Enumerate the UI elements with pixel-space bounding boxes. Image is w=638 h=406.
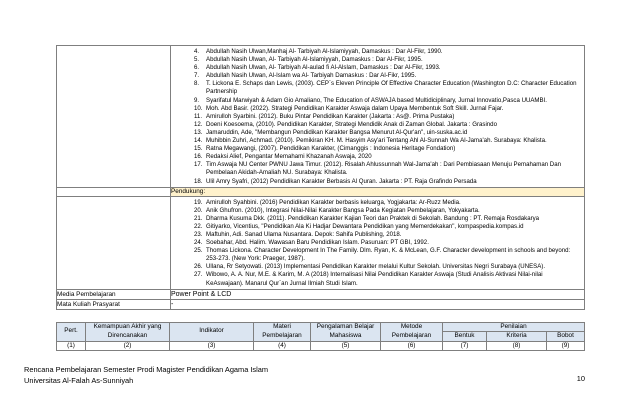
reference-item bbox=[194, 72, 580, 80]
header-bobot: Bobot bbox=[547, 332, 585, 342]
reference-item bbox=[194, 263, 580, 271]
references-table bbox=[56, 45, 585, 310]
reference-number: 26. bbox=[194, 263, 203, 271]
col-number: (2) bbox=[86, 341, 170, 351]
rps-sheet bbox=[56, 45, 584, 351]
header-kriteria: Kriteria bbox=[487, 332, 547, 342]
reference-item bbox=[194, 105, 580, 113]
header-pengalaman: Pengalaman Belajar Mahasiswa bbox=[311, 322, 381, 341]
reference-number: 9. bbox=[194, 96, 200, 104]
primary-refs-label-cell bbox=[57, 46, 171, 188]
col-number: (5) bbox=[311, 341, 381, 351]
reference-item bbox=[194, 80, 580, 96]
reference-item bbox=[194, 247, 580, 263]
col-number: (4) bbox=[254, 341, 311, 351]
media-label: Media Pembelajaran bbox=[57, 289, 171, 299]
footer-line-2: Universitas Al-Falah As-Sunniyah bbox=[24, 376, 134, 385]
reference-number: 8. bbox=[194, 80, 200, 88]
reference-text: Soebahar, Abd. Halim. Wawasan Baru Pendidikan Islam. Pasuruan: PT GBI, 1992. bbox=[206, 239, 429, 247]
reference-number: 25. bbox=[194, 247, 203, 255]
reference-item bbox=[194, 271, 580, 287]
col-number: (1) bbox=[57, 341, 86, 351]
reference-text: Ulil Amry Syafri, (2012) Pendidikan Karakter Berbasis Al Quran. Jakarta : PT. Raja Grafindo Persada bbox=[206, 177, 477, 185]
header-kemampuan: Kemampuan Akhir yang Direncanakan bbox=[86, 322, 170, 341]
prasyarat-row bbox=[57, 299, 585, 309]
reference-text: Gitiyarko, Vicentius, "Pendidikan Ala Ki Hadjar Dewantara Pendidikan yang Memerdekakan", kompaspedia.kompas.id bbox=[206, 222, 524, 230]
reference-number: 4. bbox=[194, 48, 200, 55]
reference-item bbox=[194, 199, 580, 207]
reference-text: Amirulloh Syahbini. (2016) Pendidikan Karakter berbasis keluarga, Yogjakarta: Ar-Ruzz Media. bbox=[206, 198, 461, 206]
reference-item bbox=[194, 56, 580, 64]
reference-item bbox=[194, 153, 580, 161]
reference-text: Syarifatul Marwiyah & Adam Gio Amaliano, The Education of ASWAJA based Multidiciplinary, Jurnal Innovatio,Pasca UUAMBI. bbox=[206, 96, 547, 104]
reference-text: Muhibbin Zuhri, Achmad. (2010). Pemikiran KH. M. Hasyim Asy'ari Tentang Ahl Al-Sunnah Wa Al-Jama'ah. Surabaya: Khalista. bbox=[206, 137, 547, 145]
reference-number: 18. bbox=[194, 177, 203, 185]
reference-text: Jamaruddin, Ade, "Membangun Pendidikan Karakter Bangsa Menurut Al-Qur'an", uin-suska.ac.id bbox=[206, 128, 468, 136]
reference-text: Moh. Abd Basir. (2022). Strategi Pendidikan Karakter Aswaja dalam Upaya Membentuk Soft Skill. Jurnal Fajar. bbox=[206, 104, 504, 112]
reference-text: Redaksi Alief, Pengantar Memahami Khazanah Aswaja, 2020 bbox=[206, 153, 372, 161]
reference-item bbox=[194, 215, 580, 223]
reference-number: 10. bbox=[194, 104, 203, 112]
page-number: 10 bbox=[576, 374, 585, 383]
support-refs-label-cell bbox=[57, 196, 171, 289]
prasyarat-value: - bbox=[171, 299, 585, 309]
reference-text: Abdullah Nasih Ulwan, Al- Tarbiyah Al-Islamiyyah, Damaskus : Dar Al-Fikr, 1995. bbox=[206, 56, 423, 64]
reference-number: 23. bbox=[194, 230, 203, 238]
reference-number: 13. bbox=[194, 128, 203, 136]
reference-number: 22. bbox=[194, 222, 203, 230]
reference-text: Amirulloh Syarbini. (2012). Buku Pintar Pendidikan Karakter (Jakarta : As@. Prima Pustaka) bbox=[206, 112, 455, 120]
col-number: (6) bbox=[381, 341, 443, 351]
pendukung-header-row bbox=[57, 187, 585, 196]
col-number: (7) bbox=[443, 341, 487, 351]
header-bentuk: Bentuk bbox=[443, 332, 487, 342]
reference-number: 15. bbox=[194, 145, 203, 153]
reference-text: T. Lickona E. Schaps dan Lewis, (2003). CEP`s Eleven Principle Of Effective Character Education (Washington D.C: Character Education Partnership bbox=[206, 80, 577, 96]
col-number: (8) bbox=[487, 341, 547, 351]
reference-item bbox=[194, 231, 580, 239]
schedule-number-row bbox=[57, 341, 585, 351]
support-refs-row bbox=[57, 196, 585, 289]
reference-number: 14. bbox=[194, 137, 203, 145]
primary-refs-cell bbox=[171, 46, 585, 188]
primary-refs-list bbox=[171, 46, 584, 187]
reference-item bbox=[194, 64, 580, 72]
reference-number: 19. bbox=[194, 198, 203, 206]
reference-text: Wibowo, A. A. Nur, M.E. & Karim, M. A (2018) Internalisasi Nilai Pendidikan Karakter Aswaja (Studi Analisis Aktivasi Nilai-nilai KeAswajaan). Manarul Qur`an Jurnal Ilmiah Studi Islam. bbox=[206, 271, 543, 287]
primary-refs-row bbox=[57, 46, 585, 188]
reference-number: 5. bbox=[194, 56, 200, 64]
reference-text: Abdullah Nasih Ulwan, Al-Islam wa Al- Tarbiyah Damaskus : Dar Al-Fikr, 1995. bbox=[206, 72, 417, 80]
media-value: Power Point & LCD bbox=[171, 289, 585, 299]
reference-text: Abdullah Nasih Ulwan,Manhaj Al- Tarbiyah Al-Islamiyyah, Damaskus : Dar Al-Fikr, 1990. bbox=[206, 48, 443, 55]
pendukung-heading: Pendukung: bbox=[171, 187, 585, 196]
header-indikator: Indikator bbox=[170, 322, 254, 341]
support-refs-list bbox=[171, 197, 584, 289]
col-number: (3) bbox=[170, 341, 254, 351]
reference-text: Ratna Megawangi, (2007). Pendidikan Karakter, (Cimanggis : Indonesia Heritage Fondation) bbox=[206, 145, 456, 153]
reference-item bbox=[194, 223, 580, 231]
schedule-header-row-1 bbox=[57, 322, 585, 332]
reference-item bbox=[194, 129, 580, 137]
reference-text: Ullana, Rr Setyowati. (2013) Implementasi Pendidikan Karakter melalui Kultur Sekolah. Universitas Negri Surabaya (UNESA). bbox=[206, 263, 546, 271]
reference-text: Thomas Lickona. Character Development In The Family. Dlm. Ryan, K. & McLean, G.F. Character development in schools and beyond: 253-273. (New York: Praeger, 1987). bbox=[206, 247, 571, 263]
header-metode: Metode Pembelajaran bbox=[381, 322, 443, 341]
media-row bbox=[57, 289, 585, 299]
support-refs-cell bbox=[171, 196, 585, 289]
reference-number: 24. bbox=[194, 239, 203, 247]
header-penilaian: Penilaian bbox=[443, 322, 585, 332]
reference-number: 12. bbox=[194, 120, 203, 128]
schedule-table bbox=[56, 322, 585, 352]
reference-item bbox=[194, 178, 580, 186]
reference-number: 17. bbox=[194, 161, 203, 169]
pendukung-label-cell bbox=[57, 187, 171, 196]
header-pert: Pert. bbox=[57, 322, 86, 341]
reference-number: 20. bbox=[194, 206, 203, 214]
reference-item bbox=[194, 207, 580, 215]
header-materi: Materi Pembelajaran bbox=[254, 322, 311, 341]
reference-text: Maftuhin, Adi. Sanad Ulama Nusantara. Depok: Sahifa Publishing, 2018. bbox=[206, 230, 402, 238]
col-number: (9) bbox=[547, 341, 585, 351]
reference-item bbox=[194, 239, 580, 247]
reference-item bbox=[194, 161, 580, 177]
reference-item bbox=[194, 137, 580, 145]
reference-text: Anik Ghufron. (2010), Integrasi Nilai-Nilai Karakter Bangsa Pada Kegiatan Pembelajaran, Yokyakarta. bbox=[206, 206, 480, 214]
footer-line-1: Rencana Pembelajaran Semester Prodi Magister Pendidikan Agama Islam bbox=[24, 365, 269, 374]
reference-number: 11. bbox=[194, 112, 203, 120]
reference-item bbox=[194, 113, 580, 121]
prasyarat-label: Mata Kuliah Prasyarat bbox=[57, 299, 171, 309]
reference-number: 27. bbox=[194, 271, 203, 279]
reference-item bbox=[194, 145, 580, 153]
reference-text: Tim Aswaja NU Center PWNU Jawa Timur. (2012). Risalah Ahlussunnah Wal-Jama'ah : Dari Pembiasaan Menuju Pemahaman Dan Pembelaan Akidah-Amaliah NU. Surabaya: Khalista. bbox=[206, 161, 561, 177]
reference-text: Abdullah Nasih Ulwan, Al- Tarbiyah Al-aulad fi Al-Alslam, Damaskus : Dar Al-Fikr, 1993. bbox=[206, 64, 441, 72]
reference-number: 21. bbox=[194, 214, 203, 222]
reference-number: 16. bbox=[194, 153, 203, 161]
reference-number: 7. bbox=[194, 72, 200, 80]
reference-item bbox=[194, 121, 580, 129]
reference-item bbox=[194, 48, 580, 56]
reference-item bbox=[194, 97, 580, 105]
reference-number: 6. bbox=[194, 64, 200, 72]
reference-text: Dharma Kusuma Dkk. (2011). Pendidikan Karakter Kajian Teori dan Praktek di Sekolah. Bandung : PT. Remaja Rosdakarya bbox=[206, 214, 540, 222]
reference-text: Doeni Koesoema, (2010). Pendidikan Karakter, Strategi Mendidik Anak di Zaman Global. Jakarta : Grasindo bbox=[206, 120, 497, 128]
